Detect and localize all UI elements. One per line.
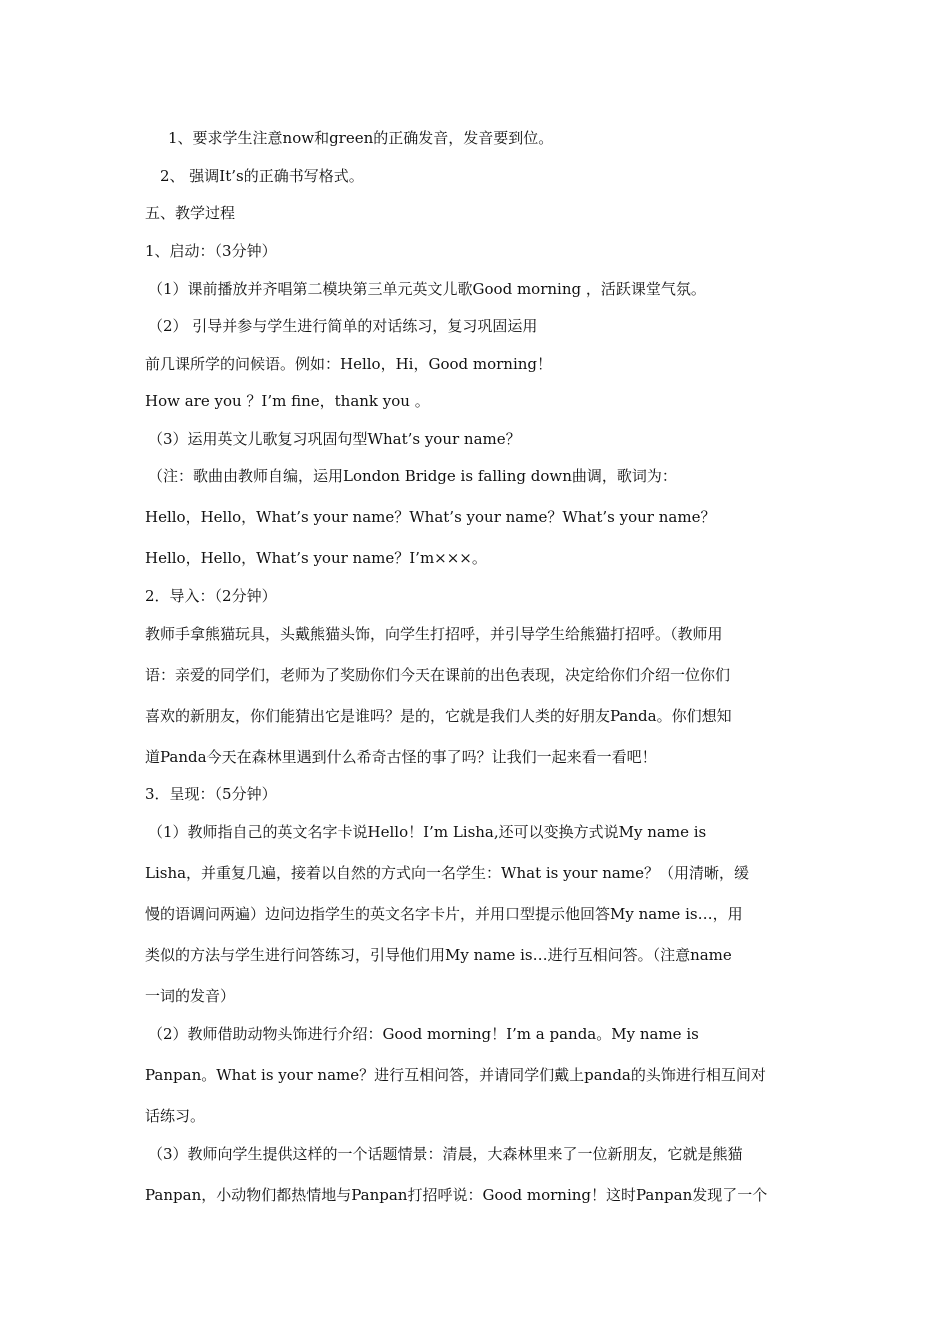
step-3-heading: 3．呈现：（5分钟） <box>145 785 277 803</box>
requirement-1: 1、要求学生注意now和green的正确发音，发音要到位。 <box>168 129 554 147</box>
paragraph-line: 慢的语调问两遍）边问边指学生的英文名字卡片，并用口型提示他回答My name is…，用 <box>145 905 743 923</box>
step-1-item-1: （1）课前播放并齐唱第二模块第三单元英文儿歌Good morning ，活跃课堂气氛。 <box>148 280 706 298</box>
step-1-heading: 1、启动：（3分钟） <box>145 242 277 260</box>
paragraph-line: （注：歌曲由教师自编，运用London Bridge is falling down曲调，歌词为： <box>148 467 677 485</box>
step-3-item-2: （2）教师借助动物头饰进行介绍：Good morning！I’m a panda。My name is <box>148 1025 699 1043</box>
paragraph-line: Lisha，并重复几遍，接着以自然的方式向一名学生：What is your name？（用清晰，缓 <box>145 864 749 882</box>
paragraph-line: How are you ？I’m fine，thank you 。 <box>145 392 430 410</box>
section-heading-teaching-process: 五、教学过程 <box>145 204 236 222</box>
paragraph-line: 一词的发音） <box>145 987 236 1005</box>
requirement-2: 2、 强调It’s的正确书写格式。 <box>160 167 364 185</box>
song-lyrics-line-1: Hello，Hello，What’s your name？What’s your name？What’s your name？ <box>145 508 716 526</box>
paragraph-line: 类似的方法与学生进行问答练习，引导他们用My name is…进行互相问答。（注意name <box>145 946 732 964</box>
paragraph-line: 教师手拿熊猫玩具，头戴熊猫头饰，向学生打招呼，并引导学生给熊猫打招呼。（教师用 <box>145 625 723 643</box>
paragraph-line: Panpan。What is your name？进行互相问答，并请同学们戴上panda的头饰进行相互间对 <box>145 1066 766 1084</box>
step-1-item-2: （2） 引导并参与学生进行简单的对话练习，复习巩固运用 <box>148 317 538 335</box>
paragraph-line: Panpan，小动物们都热情地与Panpan打招呼说：Good morning！这时Panpan发现了一个 <box>145 1186 768 1204</box>
paragraph-line: 前几课所学的问候语。例如：Hello，Hi，Good morning！ <box>145 355 553 373</box>
step-2-heading: 2．导入：（2分钟） <box>145 587 277 605</box>
step-1-item-3: （3）运用英文儿歌复习巩固句型What’s your name？ <box>148 430 521 448</box>
song-lyrics-line-2: Hello，Hello，What’s your name？I’m×××。 <box>145 549 487 567</box>
paragraph-line: 话练习。 <box>145 1107 206 1125</box>
step-3-item-1: （1）教师指自己的英文名字卡说Hello！I’m Lisha,还可以变换方式说My name is <box>148 823 707 841</box>
paragraph-line: 喜欢的新朋友，你们能猜出它是谁吗？是的，它就是我们人类的好朋友Panda。你们想知 <box>145 707 732 725</box>
step-3-item-3: （3）教师向学生提供这样的一个话题情景：清晨，大森林里来了一位新朋友，它就是熊猫 <box>148 1145 743 1163</box>
paragraph-line: 语：亲爱的同学们，老师为了奖励你们今天在课前的出色表现，决定给你们介绍一位你们 <box>145 666 731 684</box>
paragraph-line: 道Panda今天在森林里遇到什么希奇古怪的事了吗？让我们一起来看一看吧！ <box>145 748 657 766</box>
